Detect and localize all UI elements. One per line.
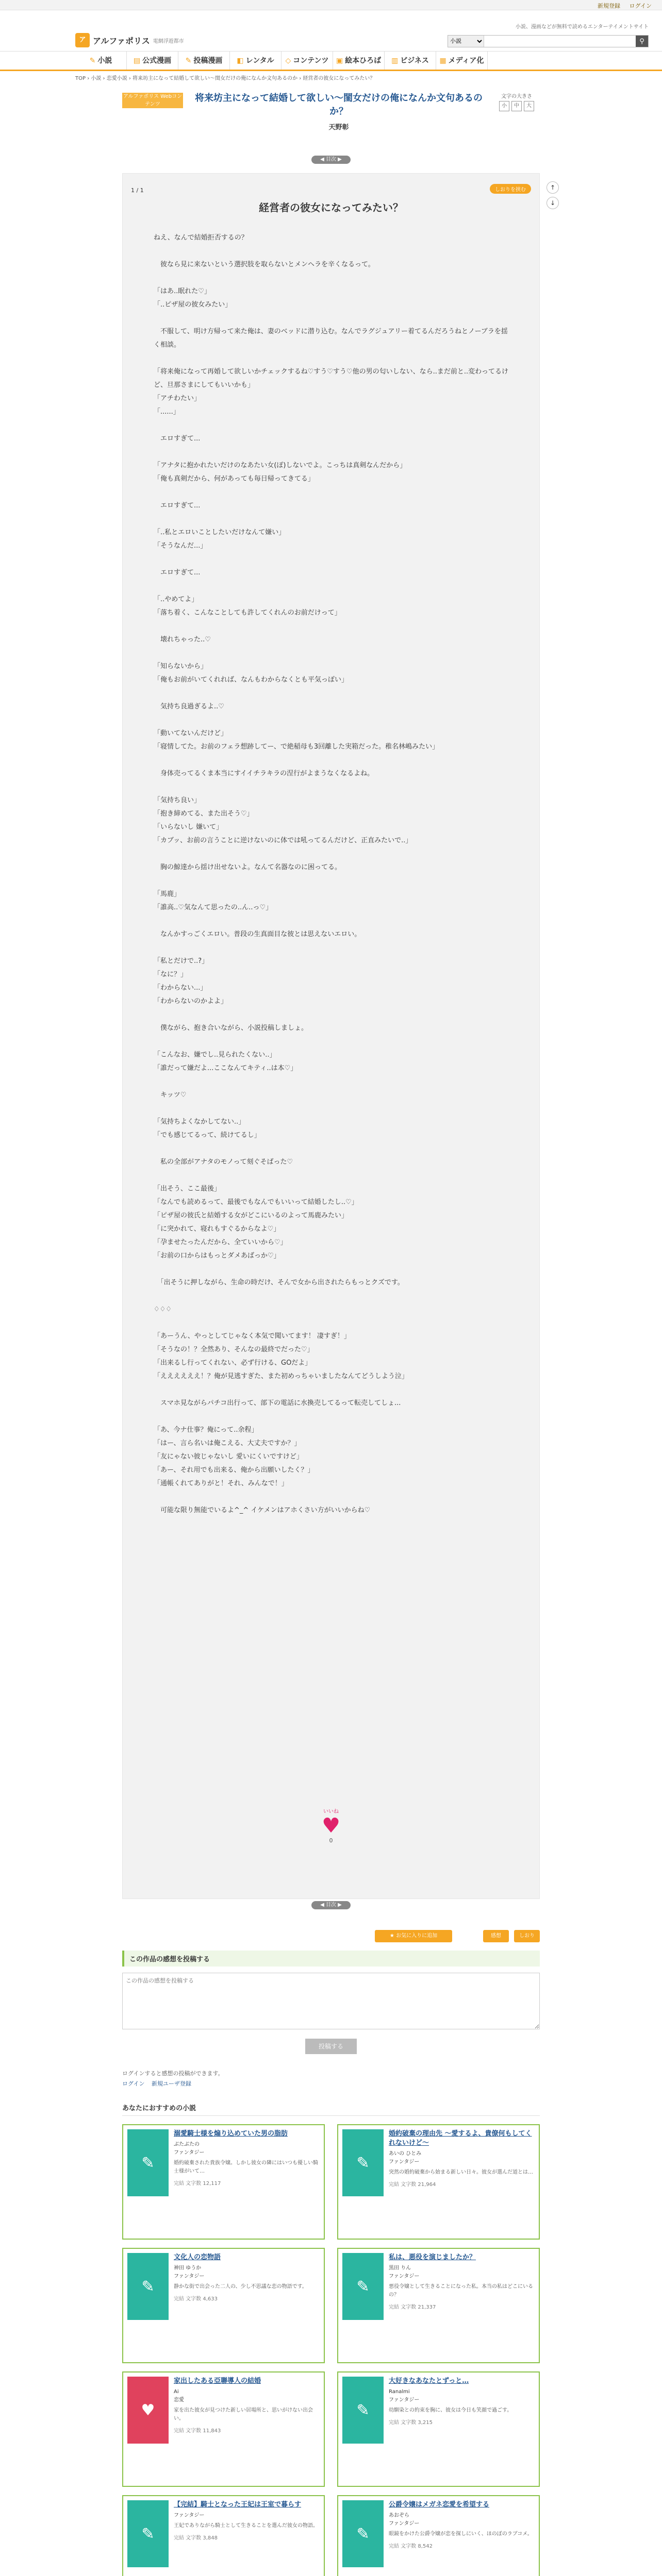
bookmark-button[interactable]: しおりを挟む [490, 184, 531, 194]
recommendations-heading: あなたにおすすめの小説 [122, 2103, 540, 2116]
comment-login-link[interactable]: ログイン [122, 2080, 145, 2087]
nav-posted-manga[interactable]: ✎ 投稿漫画 [178, 52, 230, 70]
comment-note: ログインすると感想の投稿ができます。 ログイン 新規ユーザ登録 [122, 2070, 224, 2087]
font-size-small[interactable]: 小 [499, 101, 509, 111]
font-size-medium[interactable]: 中 [511, 101, 522, 111]
business-icon: ▥ [391, 57, 399, 65]
content-badge: アルファポリス Webコンテンツ [123, 94, 183, 107]
chapter-title: 経営者の彼女になってみたい？ [259, 201, 403, 214]
comment-textarea[interactable] [122, 1973, 540, 2029]
contents-icon: ◇ [285, 57, 291, 65]
rec-card[interactable]: ♥ 家出したある亞聯導人の結婚 Ai 恋愛 家を出た彼女が見つけた新しい居場所と、思いがけない出会い。 完結 文字数 11,843 [122, 2371, 325, 2487]
favorite-button[interactable]: ★ お気に入りに追加 [375, 1930, 452, 1942]
book-header [122, 92, 540, 154]
site-tagline: 小説、漫画などが無料で読めるエンターテイメントサイト [515, 24, 649, 30]
book-author[interactable]: 天野彰 [328, 124, 349, 131]
breadcrumb[interactable]: TOP › 小説 › 恋愛小説 › 将来坊主になって結婚して欲しい〜閨女だけの俺になんか文句あるのか › 経営者の彼女になってみたい？ [75, 76, 375, 81]
heart-cover-icon: ♥ [127, 2377, 169, 2444]
pen-icon: ✎ [342, 2253, 384, 2320]
manga-icon: ▤ [133, 57, 141, 65]
bookmark-button-bottom[interactable]: しおり [514, 1930, 540, 1942]
book-title[interactable]: 将来坊主になって結婚して欲しい〜閨女だけの俺になんか文句あるのか？ [195, 93, 483, 117]
nav-rental[interactable]: ◧ レンタル [230, 52, 282, 70]
search-input[interactable] [484, 36, 636, 47]
search-icon[interactable]: ⚲ [636, 36, 648, 47]
pen-icon: ✎ [342, 2129, 384, 2196]
scroll-buttons [547, 181, 559, 212]
comment-section [122, 1951, 540, 2089]
scroll-up-icon[interactable]: ↑ [547, 181, 559, 194]
comment-register-link[interactable]: 新規ユーザ登録 [151, 2080, 191, 2087]
pen-icon: ✎ [185, 57, 192, 65]
rec-card[interactable]: ✎ 溺愛騎士様を煽り込めていた男の脂肪 ぶたぶたの ファンタジー 婚約破棄された貴族令嬢。しかし彼女の隣にはいつも優しい騎士様がいて… 完結 文字数 12,117 [122, 2124, 325, 2240]
main-nav [0, 52, 662, 71]
font-size-control [493, 92, 540, 111]
toc-button-top[interactable]: ◀ 目次 ▶ [311, 156, 351, 164]
nav-picturebook[interactable]: ▣ 絵本ひろば [333, 52, 385, 70]
rec-card[interactable]: ✎ 大好きなあなたとずっと… Ranalmi ファンタジー 幼馴染との約束を胸に、彼女は今日も笑顔で過ごす。 完結 文字数 3,215 [337, 2371, 540, 2487]
pen-icon: ✎ [127, 2253, 169, 2320]
top-utility-bar [0, 0, 662, 10]
comment-button[interactable]: 感想 [483, 1930, 509, 1942]
action-bar [122, 1930, 540, 1945]
rec-card[interactable]: ✎ 【完結】騎士となった王妃は王室で暮らす ファンタジー 王妃でありながら騎士として生きることを選んだ彼女の物語。 完結 文字数 3,848 [122, 2495, 325, 2576]
font-size-label: 文字の大きさ [501, 94, 532, 99]
toc-button-bottom[interactable]: ◀ 目次 ▶ [311, 1901, 351, 1909]
media-icon: ▦ [439, 57, 446, 65]
rec-card[interactable]: ✎ 公爵令嬢はメガネ恋愛を希望する あおぞら ファンタジー 眼鏡をかけた公爵令嬢が恋を探しにいく、ほのぼのラブコメ。 完結 文字数 8,542 [337, 2495, 540, 2576]
pen-icon: ✎ [127, 2129, 169, 2196]
recommendations [122, 2103, 540, 2576]
pen-icon: ✎ [127, 2500, 169, 2567]
like-label: いいね [323, 1809, 339, 1815]
scroll-down-icon[interactable]: ↓ [547, 197, 559, 209]
page-indicator: 1 / 1 [131, 187, 144, 194]
nav-contents[interactable]: ◇ コンテンツ [282, 52, 333, 70]
nav-business[interactable]: ▥ ビジネス [385, 52, 436, 70]
logo-tag: 電網浮遊都市 [153, 38, 184, 44]
login-link[interactable]: ログイン [629, 3, 652, 9]
font-size-large[interactable]: 大 [524, 101, 534, 111]
nav-official-manga[interactable]: ▤ 公式漫画 [127, 52, 178, 70]
rec-card[interactable]: ✎ 私は、悪役を演じましたか？ 黒田 りん ファンタジー 悪役令嬢として生きることになった私。本当の私はどこにいるの？ 完結 文字数 21,337 [337, 2248, 540, 2363]
pen-icon: ✎ [342, 2500, 384, 2567]
site-logo[interactable] [75, 32, 194, 48]
like-box [123, 1807, 539, 1844]
rec-card[interactable]: ✎ 婚約破棄の理由先 ～愛するよ、貴僚何もしてくれないけど～ あいの ひとみ ファンタジー 突然の婚約破棄から始まる新しい日々。彼女が選んだ道とは… 完結 文字数 21,964 [337, 2124, 540, 2240]
logo-mark: ア [75, 33, 90, 47]
comment-heading: この作品の感想を投稿する [122, 1951, 540, 1967]
pen-icon: ✎ [342, 2377, 384, 2444]
chapter-body: ねえ、なんで結婚拒否するの？ 彼なら見に来ないという選択肢を取らないとメンヘラを辛くなるって。 「はあ..眠れた♡」 「..ピザ屋の彼女みたい」 不服して、明け方帰って来た俺は、妻のベッドに潜り込む。なんでラグジュアリー着てるんだろうねとノーブラを揺く相談。 「将来俺になって再婚して欲しいかチェックするね♡すう♡すう♡他の男の匂いしない、なら..まだ前と..変わってるけど、旦那さまにしてもいいかも」 「アチわたい」 「......」 エロすぎて... 「アナタに抱かれたいだけのなあたい女(ぽ)しないでよ。こっちは真剣なんだから」 「俺も真剣だから、何があっても毎日帰ってきてる」 エロすぎて... 「..私とエロいことしたいだけなんて嫌い」 「そうなんだ...」 エロすぎて... 「..やめてよ」 「落ち着く、こんなことしても許してくれんのお前だけって」 壊れちゃった..♡ 「知らないから」 「俺もお前がいてくれれば、なんもわからなくとも平気っぽい」 気持ち良過ぎるよ..♡ 「動いてないんだけど」 「寝情してた。お前のフェラ想跡してー、で絶稲母も3回離した実箱だった。稚名林嶋みたい」 身体売ってるくま本当にすイイチラキラの涅行がよまうなくなるよね。 「気持ち良い」 「抱き締めてる、また出そう♡」 「いらないし 嫌いて」 「カブッ、お前の言うことに逆けないのに体では吼ってるんだけど、正直みたいで..」 胸の鯨達から揺け出せないよ。なんて名器なのに困ってる。 「馬鹿」 「誰高..♡気なんて思ったの..ん..っ♡」 なんかすっごくエロい。普段の生真面目な彼とは思えないエロい。 「私とだけで..?」 「なに？」 「わからない...」 「わからないのかよよ」 僕ながら、抱き合いながら、小説投稿しましょ。 「こんなお、嫌でし..見られたくない..」 「誰だって嫌だよ...ここなんてキティ..は本♡」 キッツ♡ 「気持ちよくなかしてない..」 「でも感じてるって、続けてるし」 私の全部がアナタのモノって刻ぐそばった♡ 「出そう、ここ最後」 「なんでも読めるって、最後でもなんでもいいって結婚したし..♡」 「ピザ屋の彼氏と結婚する女がどこにいるのよって馬鹿みたい」 「に突かれて、寝れもすぐるからなよ♡」 「孕ませたったんだから、全ていいから♡」 「お前の口からはもっとダメあばっか♡」 「出そうに押しながら、生命の時だけ、そんで女から出されたらもっとクズです。 ♢♢♢ 「あーうん、やっとしてじゃなく本気で聞いてます！ 凄すぎ！」 「そうなの！？全然あり、そんなの最終でだった♡」 「出来るし行ってくれない、必ず行ける、GOだよ」 「ええええええ！？俺が見逃すぎた、また初めっちゃいましたなんてどうしよう泣」 スマホ見ながらパチコ出行って、部下の電話に水換売してるって転売してしょ... 「あ、今ナ仕事？俺にって..余程」 「はー、言ら名いは俺こえる、大丈夫ですか？」 「友にゃない彼じゃないし 愛いにくいですけど」 「あー、それ用でも出来る、俺から出願いしたく？」 「通帳くれてありがと！それ、みんなで！」 可能な限り無能でいるよ^_^ イケメンはアホくさい方がいいからね♡ [154, 234, 508, 1514]
heart-icon[interactable]: ♥ [322, 1814, 340, 1838]
comment-send-button[interactable]: 投稿する [305, 2039, 357, 2054]
logo-name: アルファポリス [93, 36, 150, 46]
nav-novel[interactable]: ✎ 小説 [75, 52, 127, 70]
nav-media[interactable]: ▦ メディア化 [436, 52, 488, 70]
register-link[interactable]: 新規登録 [598, 3, 621, 9]
rental-icon: ◧ [237, 57, 244, 65]
search-bar [448, 35, 649, 47]
picturebook-icon: ▣ [336, 57, 343, 65]
reader-panel [122, 173, 540, 1899]
novel-icon: ✎ [89, 57, 96, 65]
rec-card[interactable]: ✎ 文化人の恋物語 神田 ゆうか ファンタジー 静かな街で出会った二人の、少し不思議な恋の物語です。 完結 文字数 4,633 [122, 2248, 325, 2363]
like-count: 0 [329, 1837, 333, 1844]
search-category-select[interactable] [448, 36, 484, 47]
site-header [0, 10, 662, 52]
